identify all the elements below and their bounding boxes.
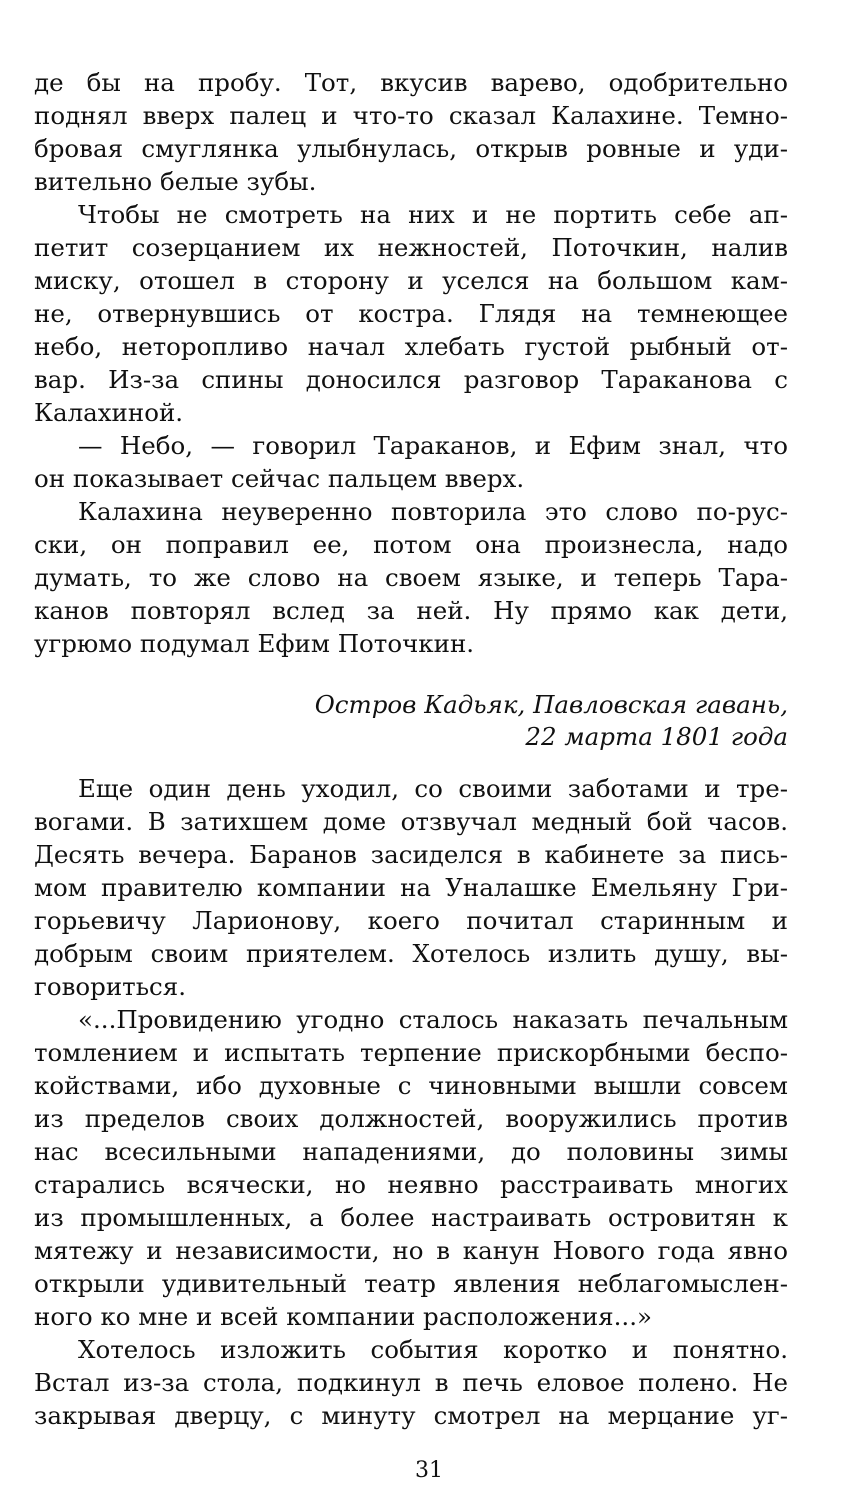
- text-line: Калахиной.: [34, 398, 184, 427]
- text-line: поднял вверх палец и что-то сказал Калахине. Темно-: [34, 101, 788, 130]
- section-location: Остров Кадьяк, Павловская гавань,: [314, 690, 788, 719]
- text-line: закрывая дверцу, с минуту смотрел на мерцание уг-: [34, 1401, 788, 1430]
- text-line: вар. Из-за спины доносился разговор Тараканова с: [34, 365, 788, 394]
- text-line: Чтобы не смотреть на них и не портить себе ап-: [78, 200, 788, 229]
- text-line: говориться.: [34, 972, 187, 1001]
- text-line: думать, то же слово на своем языке, и теперь Тара-: [34, 563, 788, 592]
- text-line: из промышленных, а более настраивать островитян к: [34, 1203, 788, 1232]
- text-line: койствами, ибо духовные с чиновными вышли совсем: [34, 1071, 788, 1100]
- text-line: «...Провидению угодно сталось наказать печальным: [78, 1005, 788, 1034]
- text-line: не, отвернувшись от костра. Глядя на темнеющее: [34, 299, 788, 328]
- text-line: Калахина неуверенно повторила это слово по-рус-: [78, 497, 788, 526]
- text-line: из пределов своих должностей, вооружились против: [34, 1104, 788, 1133]
- text-line: Еще один день уходил, со своими заботами и тре-: [78, 774, 788, 803]
- text-line: де бы на пробу. Тот, вкусив варево, одобрительно: [34, 68, 788, 97]
- text-line: горьевичу Ларионову, коего почитал старинным и: [34, 906, 788, 935]
- text-line: мом правителю компании на Уналашке Емельяну Гри-: [34, 873, 788, 902]
- text-line: угрюмо подумал Ефим Поточкин.: [34, 629, 475, 658]
- text-line: вогами. В затихшем доме отзвучал медный бой часов.: [34, 807, 788, 836]
- text-line: Встал из-за стола, подкинул в печь еловое полено. Не: [34, 1368, 788, 1397]
- text-line: петит созерцанием их нежностей, Поточкин, налив: [34, 233, 788, 262]
- text-line: вительно белые зубы.: [34, 167, 317, 196]
- text-line: нас всесильными нападениями, до половины зимы: [34, 1137, 788, 1166]
- text-line: миску, отошел в сторону и уселся на большом кам-: [34, 266, 788, 295]
- text-line: ного ко мне и всей компании расположения...»: [34, 1302, 652, 1331]
- text-line: — Небо, — говорил Тараканов, и Ефим знал, что: [78, 431, 788, 460]
- text-line: Десять вечера. Баранов засиделся в кабинете за пись-: [34, 840, 788, 869]
- text-line: ски, он поправил ее, потом она произнесла, надо: [34, 530, 788, 559]
- text-line: томлением и испытать терпение прискорбными беспо-: [34, 1038, 788, 1067]
- text-line: бровая смуглянка улыбнулась, открыв ровные и уди-: [34, 134, 788, 163]
- text-line: канов повторял вслед за ней. Ну прямо как дети,: [34, 596, 788, 625]
- text-line: открыли удивительный театр явления неблагомыслен-: [34, 1269, 788, 1298]
- text-line: Хотелось изложить события коротко и понятно.: [78, 1335, 788, 1364]
- text-line: он показывает сейчас пальцем вверх.: [34, 464, 525, 493]
- text-line: старались всячески, но неявно расстраивать многих: [34, 1170, 788, 1199]
- text-line: добрым своим приятелем. Хотелось излить душу, вы-: [34, 939, 788, 968]
- page-number: 31: [415, 1458, 443, 1483]
- text-line: мятежу и независимости, но в канун Нового года явно: [34, 1236, 788, 1265]
- text-line: небо, неторопливо начал хлебать густой рыбный от-: [34, 332, 788, 361]
- section-date: 22 марта 1801 года: [525, 722, 788, 751]
